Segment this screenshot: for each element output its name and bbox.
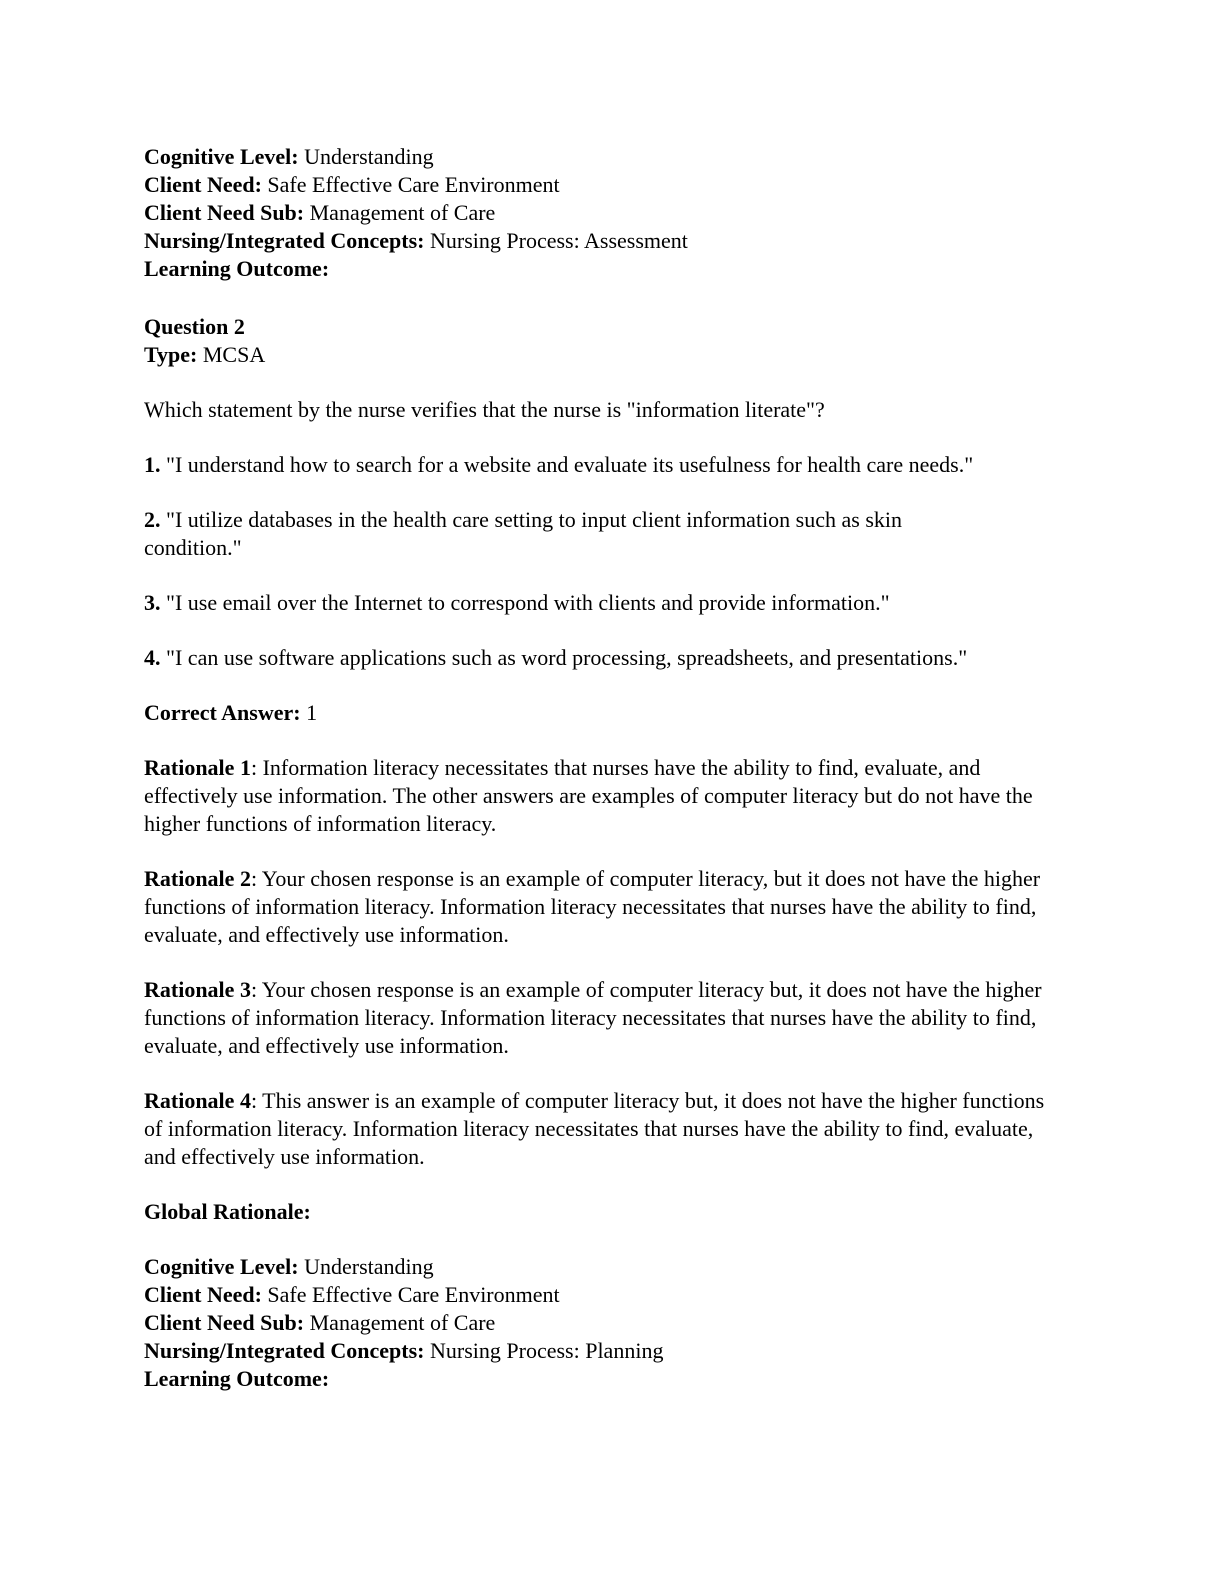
concepts-line: Nursing/Integrated Concepts: Nursing Process: Assessment	[144, 228, 688, 253]
correct-answer-line: Correct Answer: 1	[144, 700, 318, 725]
answer-option-1: 1. "I understand how to search for a website and evaluate its usefulness for health care needs."	[144, 452, 974, 477]
client-need-line: Client Need: Safe Effective Care Environment	[144, 172, 560, 197]
rationale-3: Rationale 3: Your chosen response is an example of computer literacy but, it does not have the higher functions of information literacy. Information literacy necessitates that nurses have the ability to find, evaluate, and effectively use information.	[144, 977, 1042, 1058]
answer-option-3: 3. "I use email over the Internet to correspond with clients and provide information."	[144, 590, 890, 615]
meta-block-bottom	[144, 1253, 1084, 1393]
question-stem: Which statement by the nurse verifies that the nurse is "information literate"?	[144, 397, 825, 422]
cognitive-level-line: Cognitive Level: Understanding	[144, 1254, 434, 1279]
document-page	[144, 143, 1084, 1393]
learning-outcome-line: Learning Outcome:	[144, 1366, 330, 1391]
learning-outcome-line: Learning Outcome:	[144, 256, 330, 281]
rationale-2: Rationale 2: Your chosen response is an example of computer literacy, but it does not have the higher functions of information literacy. Information literacy necessitates that nurses have the ability to find, evaluate, and effectively use information.	[144, 866, 1041, 947]
concepts-line: Nursing/Integrated Concepts: Nursing Process: Planning	[144, 1338, 664, 1363]
rationale-4: Rationale 4: This answer is an example of computer literacy but, it does not have the higher functions of information literacy. Information literacy necessitates that nurses have the ability to find, evaluate, and effectively use information.	[144, 1088, 1045, 1169]
client-need-sub-line: Client Need Sub: Management of Care	[144, 200, 496, 225]
rationale-1: Rationale 1: Information literacy necessitates that nurses have the ability to find, evaluate, and effectively use information. The other answers are examples of computer literacy but do not have the higher functions of information literacy.	[144, 755, 1033, 836]
question-title: Question 2	[144, 314, 245, 339]
client-need-line: Client Need: Safe Effective Care Environment	[144, 1282, 560, 1307]
answer-option-2: 2. "I utilize databases in the health care setting to input client information such as skin condition."	[144, 507, 903, 560]
question-type-line: Type: MCSA	[144, 342, 266, 367]
answer-option-4: 4. "I can use software applications such as word processing, spreadsheets, and presentations."	[144, 645, 968, 670]
client-need-sub-line: Client Need Sub: Management of Care	[144, 1310, 496, 1335]
meta-block-top	[144, 143, 1084, 283]
cognitive-level-line: Cognitive Level: Understanding	[144, 144, 434, 169]
global-rationale-line: Global Rationale:	[144, 1199, 311, 1224]
question-header	[144, 313, 1084, 369]
